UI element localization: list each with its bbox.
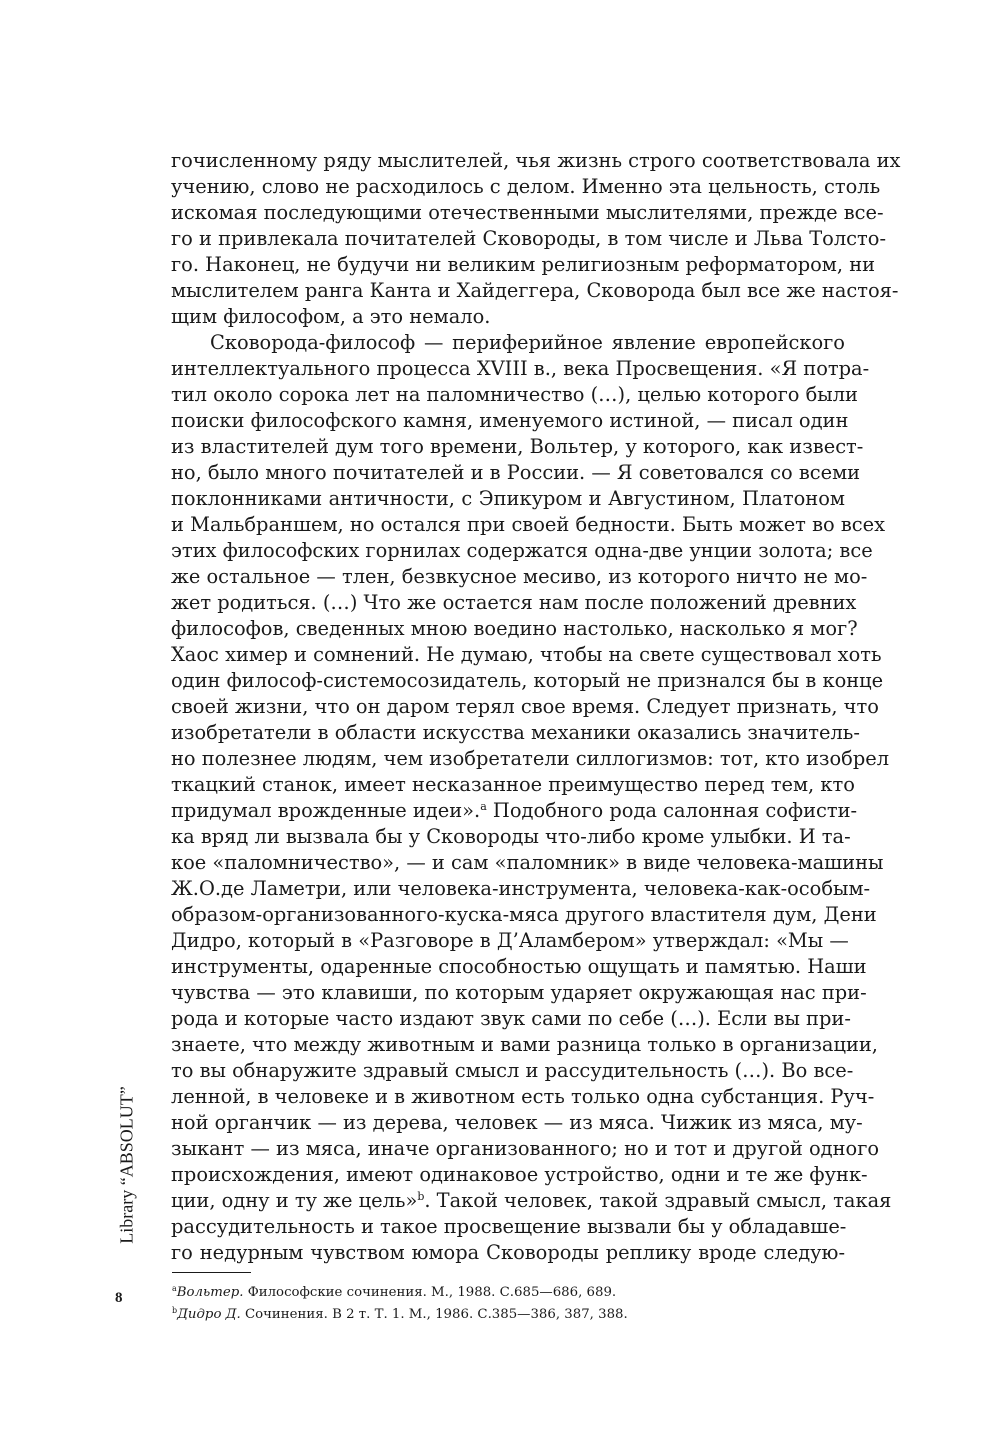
text-line: ции, одну и ту же цель»$^b$. Такой человек, такой здравый смысл, такая (171, 1189, 892, 1212)
text-line: ка вряд ли вызвала бы у Сковороды что-либо кроме улыбки. И та- (171, 825, 851, 848)
text-line: но полезнее людям, чем изобретатели силлогизмов: тот, кто изобрел (171, 747, 890, 770)
text-line: го и привлекала почитателей Сковороды, в том числе и Льва Толсто- (171, 227, 886, 250)
text-line: изобретатели в области искусства механики оказались значитель- (171, 721, 860, 744)
library-side-label: Library “ABSOLUT” (116, 1086, 137, 1244)
footnote-text: Философские сочинения. М., 1988. С.685—686, 689. (243, 1285, 617, 1300)
text-line: чувства — это клавиши, по которым ударяет окружающая нас при- (171, 981, 867, 1004)
text-line: своей жизни, что он даром терял свое время. Следует признать, что (171, 695, 879, 718)
text-line: то вы обнаружите здравый смысл и рассудительность (…). Во все- (171, 1059, 854, 1082)
text-line: Сковорода-философ — периферийное явление европейского (210, 331, 845, 354)
text-line: знаете, что между животным и вами разница только в организации, (171, 1033, 878, 1056)
text-line: и Мальбраншем, но остался при своей бедности. Быть может во всех (171, 513, 886, 536)
text-line: го недурным чувством юмора Сковороды реплику вроде следую- (171, 1241, 845, 1264)
text-line: гочисленному ряду мыслителей, чья жизнь строго соответствовала их (171, 149, 901, 172)
text-line: тил около сорока лет на паломничество (…), целью которого были (171, 383, 858, 406)
text-line: происхождения, имеют одинаковое устройство, одни и те же функ- (171, 1163, 868, 1186)
text-line: Ж.О.де Ламетри, или человека-инструмента, человека-как-особым- (171, 877, 871, 900)
text-line: ткацкий станок, имеет несказанное преимущество перед тем, кто (171, 773, 855, 796)
text-line: мыслителем ранга Канта и Хайдеггера, Сковорода был все же настоя- (171, 279, 899, 302)
text-line: один философ-системосозидатель, который не признался бы в конце (171, 669, 884, 692)
text-line: ленной, в человеке и в животном есть только одна субстанция. Руч- (171, 1085, 875, 1108)
footnote-text: Сочинения. В 2 т. Т. 1. М., 1986. С.385—386, 387, 388. (240, 1307, 628, 1322)
text-line: кое «паломничество», — и сам «паломник» в виде человека-машины (171, 851, 884, 874)
body-text (171, 148, 901, 1266)
footnote-item: $^b$Дидро Д. Сочинения. В 2 т. Т. 1. М., 1986. С.385—386, 387, 388. (172, 1306, 628, 1322)
text-line: этих философских горнилах содержатся одна-две унции золота; все (171, 539, 873, 562)
text-line: щим философом, а это немало. (171, 305, 491, 328)
text-line: же остальное — тлен, безвкусное месиво, из которого ничто не мо- (171, 565, 868, 588)
text-line: ной органчик — из дерева, человек — из мяса. Чижик из мяса, му- (171, 1111, 863, 1134)
footnote-author: Дидро Д. (177, 1307, 241, 1322)
text-line: философов, сведенных мною воедино настолько, насколько я мог? (171, 617, 858, 640)
text-line: учению, слово не расходилось с делом. Именно эта цельность, столь (171, 175, 881, 198)
text-line: Дидро, который в «Разговоре в Д’Аламбером» утверждал: «Мы — (171, 929, 849, 952)
text-line: искомая последующими отечественными мыслителями, прежде все- (171, 201, 884, 224)
text-line: придумал врожденные идеи».$^a$ Подобного рода салонная софисти- (171, 799, 858, 822)
footnote-marker: a (480, 800, 487, 813)
footnote-author: Вольтер. (176, 1285, 244, 1300)
text-line: рассудительность и такое просвещение вызвали бы у обладавше- (171, 1215, 847, 1238)
page-number: 8 (115, 1290, 123, 1306)
footnotes (172, 1282, 832, 1326)
text-line: интеллектуального процесса XVIII в., века Просвещения. «Я потра- (171, 357, 870, 380)
footnote-marker: b (417, 1190, 425, 1203)
text-line: но, было много почитателей и в России. — Я советовался со всеми (171, 461, 861, 484)
footnote-divider (172, 1272, 251, 1273)
text-line: из властителей дум того времени, Вольтер, у которого, как извест- (171, 435, 864, 458)
text-line: инструменты, одаренные способностью ощущать и памятью. Наши (171, 955, 867, 978)
text-line: жет родиться. (…) Что же остается нам после положений древних (171, 591, 857, 614)
text-line: образом-организованного-куска-мяса другого властителя дум, Дени (171, 903, 877, 926)
footnote-item: $^a$Вольтер. Философские сочинения. М., 1988. С.685—686, 689. (172, 1284, 617, 1300)
text-line: рода и которые часто издают звук сами по себе (…). Если вы при- (171, 1007, 851, 1030)
text-line: поиски философского камня, именуемого истиной, — писал один (171, 409, 849, 432)
text-line: Хаос химер и сомнений. Не думаю, чтобы на свете существовал хоть (171, 643, 882, 666)
text-line: го. Наконец, не будучи ни великим религиозным реформатором, ни (171, 253, 876, 276)
text-line: поклонниками античности, с Эпикуром и Августином, Платоном (171, 487, 845, 510)
text-line: зыкант — из мяса, иначе организованного; но и тот и другой одного (171, 1137, 880, 1160)
